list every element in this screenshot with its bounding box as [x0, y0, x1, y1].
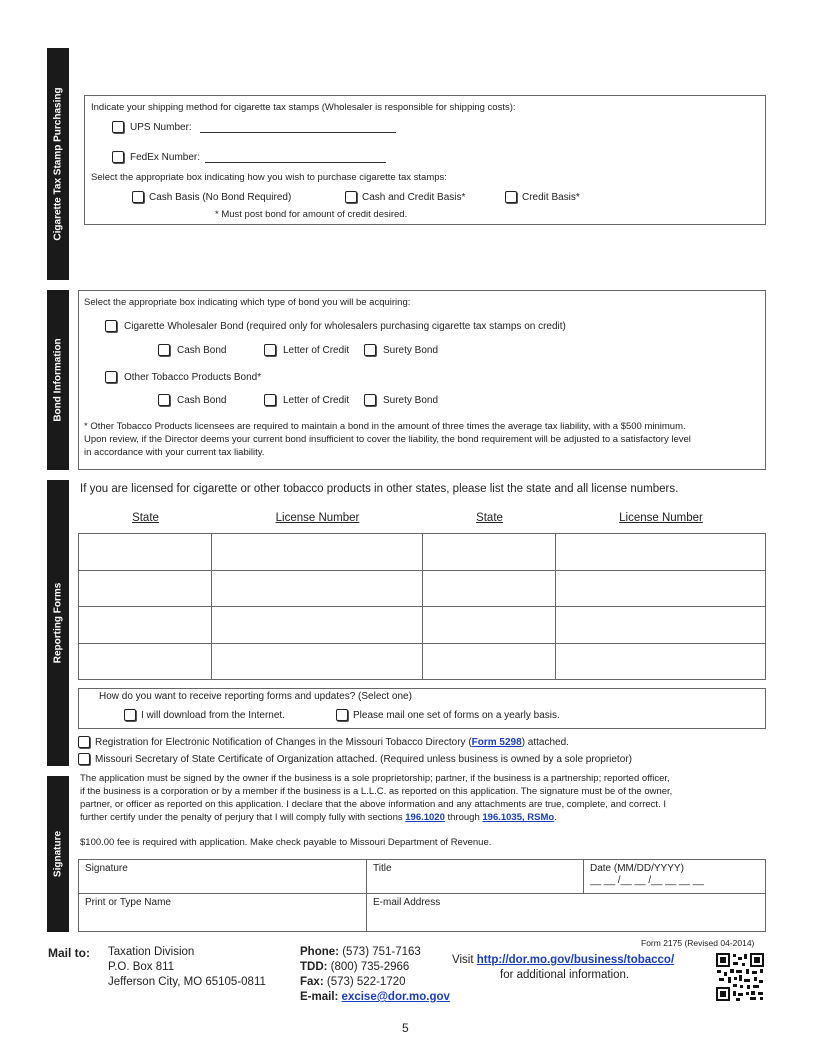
signature-field[interactable]: Signature: [78, 859, 367, 894]
bond-note-line-3: in accordance with your current tax liability.: [84, 447, 265, 458]
section-tab-cigarette-tax-stamp-purchasing: Cigarette Tax Stamp Purchasing: [47, 48, 69, 280]
state-cell[interactable]: [423, 570, 556, 607]
cigarette-bond-label: Cigarette Wholesaler Bond (required only for wholesalers purchasing cigarette tax stamps on credit): [124, 321, 566, 332]
license-cell[interactable]: [212, 643, 423, 680]
otp-surety-bond-checkbox[interactable]: [364, 394, 376, 406]
form-number: Form 2175 (Revised 04-2014): [641, 938, 755, 948]
fee-note: $100.00 fee is required with application. Make check payable to Missouri Department of Revenue.: [80, 837, 492, 848]
shipping-instruction: Indicate your shipping method for cigarette tax stamps (Wholesaler is responsible for shipping costs):: [91, 102, 516, 113]
section-196-1035-link[interactable]: 196.1035, RSMo: [482, 812, 555, 823]
date-blanks: __ __ /__ __ /__ __ __ __: [590, 875, 704, 886]
credit-note: * Must post bond for amount of credit desired.: [215, 209, 408, 220]
mail-forms-checkbox[interactable]: [336, 709, 348, 721]
licenses-table: [78, 533, 766, 680]
credit-basis-checkbox[interactable]: [505, 191, 517, 203]
date-field[interactable]: Date (MM/DD/YYYY) __ __ /__ __ /__ __ __ __: [583, 859, 766, 894]
license-cell[interactable]: [556, 643, 766, 680]
otp-letter-of-credit-checkbox[interactable]: [264, 394, 276, 406]
additional-info: for additional information.: [500, 969, 630, 981]
qr-code[interactable]: [716, 953, 764, 1001]
other-tobacco-bond-checkbox[interactable]: [105, 371, 117, 383]
cigarette-cash-bond-checkbox[interactable]: [158, 344, 170, 356]
license-cell[interactable]: [212, 570, 423, 607]
section-tab-signature: Signature: [47, 776, 69, 932]
registration-text: Registration for Electronic Notification of Changes in the Missouri Tobacco Directory (Form 5298) attached.: [95, 737, 569, 748]
signature-para-line-1: The application must be signed by the owner if the business is a sole proprietorship; partner, if the business is a partnership; reported officer,: [80, 773, 670, 784]
license-cell[interactable]: [556, 607, 766, 644]
col-header-state-2: State: [476, 512, 503, 524]
tdd-line: TDD: (800) 735-2966: [300, 961, 410, 973]
bond-instruction: Select the appropriate box indicating which type of bond you will be acquiring:: [84, 297, 411, 308]
state-cell[interactable]: [79, 534, 212, 571]
ups-number-field[interactable]: [200, 132, 396, 133]
print-name-field[interactable]: Print or Type Name: [78, 893, 367, 932]
excise-email-link[interactable]: excise@dor.mo.gov: [341, 991, 450, 1003]
fedex-number-field[interactable]: [205, 162, 386, 163]
page-number: 5: [402, 1021, 409, 1035]
cigarette-bond-checkbox[interactable]: [105, 320, 117, 332]
cash-basis-label: Cash Basis (No Bond Required): [149, 192, 292, 203]
state-cell[interactable]: [423, 534, 556, 571]
license-cell[interactable]: [212, 607, 423, 644]
state-cell[interactable]: [423, 607, 556, 644]
otp-letter-of-credit-label: Letter of Credit: [283, 395, 350, 406]
bond-note-line-2: Upon review, if the Director deems your current bond insufficient to cover the liability, the bond requirement will be adjusted to a satisfactory level: [84, 434, 691, 445]
cigarette-letter-of-credit-checkbox[interactable]: [264, 344, 276, 356]
license-cell[interactable]: [556, 570, 766, 607]
cigarette-letter-of-credit-label: Letter of Credit: [283, 345, 350, 356]
ups-checkbox[interactable]: [112, 121, 124, 133]
purchase-instruction: Select the appropriate box indicating how you wish to purchase cigarette tax stamps:: [91, 172, 447, 183]
visit-line: Visit http://dor.mo.gov/business/tobacco/: [452, 954, 675, 966]
table-row: [79, 570, 766, 607]
mail-to-label: Mail to:: [48, 946, 90, 960]
download-checkbox[interactable]: [124, 709, 136, 721]
table-row: [79, 643, 766, 680]
ups-label: UPS Number:: [130, 122, 192, 133]
mail-forms-label: Please mail one set of forms on a yearly basis.: [353, 710, 560, 721]
registration-checkbox[interactable]: [78, 736, 90, 748]
col-header-license-2: License Number: [619, 512, 703, 524]
tobacco-url-link[interactable]: http://dor.mo.gov/business/tobacco/: [476, 954, 675, 966]
license-cell[interactable]: [556, 534, 766, 571]
email-field[interactable]: E-mail Address: [366, 893, 766, 932]
signature-para-line-3: partner, or officer as reported on this application. I declare that the above information and any attachments are true, complete, and correct. I: [80, 799, 666, 810]
licenses-instruction: If you are licensed for cigarette or other tobacco products in other states, please list the state and all license numbers.: [80, 483, 679, 495]
other-tobacco-bond-label: Other Tobacco Products Bond*: [124, 372, 262, 383]
table-row: [79, 607, 766, 644]
state-cell[interactable]: [79, 643, 212, 680]
phone-line: Phone: (573) 751-7163: [300, 946, 421, 958]
cash-credit-basis-checkbox[interactable]: [345, 191, 357, 203]
certificate-label: Missouri Secretary of State Certificate of Organization attached. (Required unless business is owned by a sole proprietor): [95, 754, 632, 765]
certificate-checkbox[interactable]: [78, 753, 90, 765]
fedex-label: FedEx Number:: [130, 152, 201, 163]
section-tab-bond-information: Bond Information: [47, 290, 69, 470]
state-cell[interactable]: [79, 570, 212, 607]
cigarette-surety-bond-checkbox[interactable]: [364, 344, 376, 356]
state-cell[interactable]: [79, 607, 212, 644]
form-5298-link[interactable]: Form 5298: [471, 737, 522, 748]
address-line-3: Jefferson City, MO 65105-0811: [108, 976, 266, 988]
otp-cash-bond-checkbox[interactable]: [158, 394, 170, 406]
cash-basis-checkbox[interactable]: [132, 191, 144, 203]
cigarette-surety-bond-label: Surety Bond: [383, 345, 439, 356]
reporting-question: How do you want to receive reporting forms and updates? (Select one): [99, 691, 412, 702]
address-line-2: P.O. Box 811: [108, 961, 175, 973]
title-field[interactable]: Title: [366, 859, 584, 894]
cigarette-cash-bond-label: Cash Bond: [177, 345, 227, 356]
otp-cash-bond-label: Cash Bond: [177, 395, 227, 406]
license-cell[interactable]: [212, 534, 423, 571]
col-header-state-1: State: [132, 512, 159, 524]
section-196-1020-link[interactable]: 196.1020: [405, 812, 445, 823]
table-row: [79, 534, 766, 571]
col-header-license-1: License Number: [275, 512, 360, 524]
download-label: I will download from the Internet.: [141, 710, 285, 721]
cash-credit-basis-label: Cash and Credit Basis*: [362, 192, 466, 203]
section-tab-reporting-forms: Reporting Forms: [47, 480, 69, 766]
email-line: E-mail: excise@dor.mo.gov: [300, 991, 450, 1003]
otp-surety-bond-label: Surety Bond: [383, 395, 439, 406]
address-line-1: Taxation Division: [108, 946, 195, 958]
signature-para-line-4: further certify under the penalty of perjury that I will comply fully with sections 196.1020 through 196.1035, RSMo.: [80, 812, 557, 823]
credit-basis-label: Credit Basis*: [522, 192, 580, 203]
bond-note-line-1: * Other Tobacco Products licensees are required to maintain a bond in the amount of three times the average tax liability, with a $500 minimum.: [84, 421, 686, 432]
signature-para-line-2: if the business is a corporation or by a member if the business is a L.L.C. as reported on this application. The signature must be of the owner,: [80, 786, 673, 797]
fedex-checkbox[interactable]: [112, 151, 124, 163]
state-cell[interactable]: [423, 643, 556, 680]
fax-line: Fax: (573) 522-1720: [300, 976, 406, 988]
